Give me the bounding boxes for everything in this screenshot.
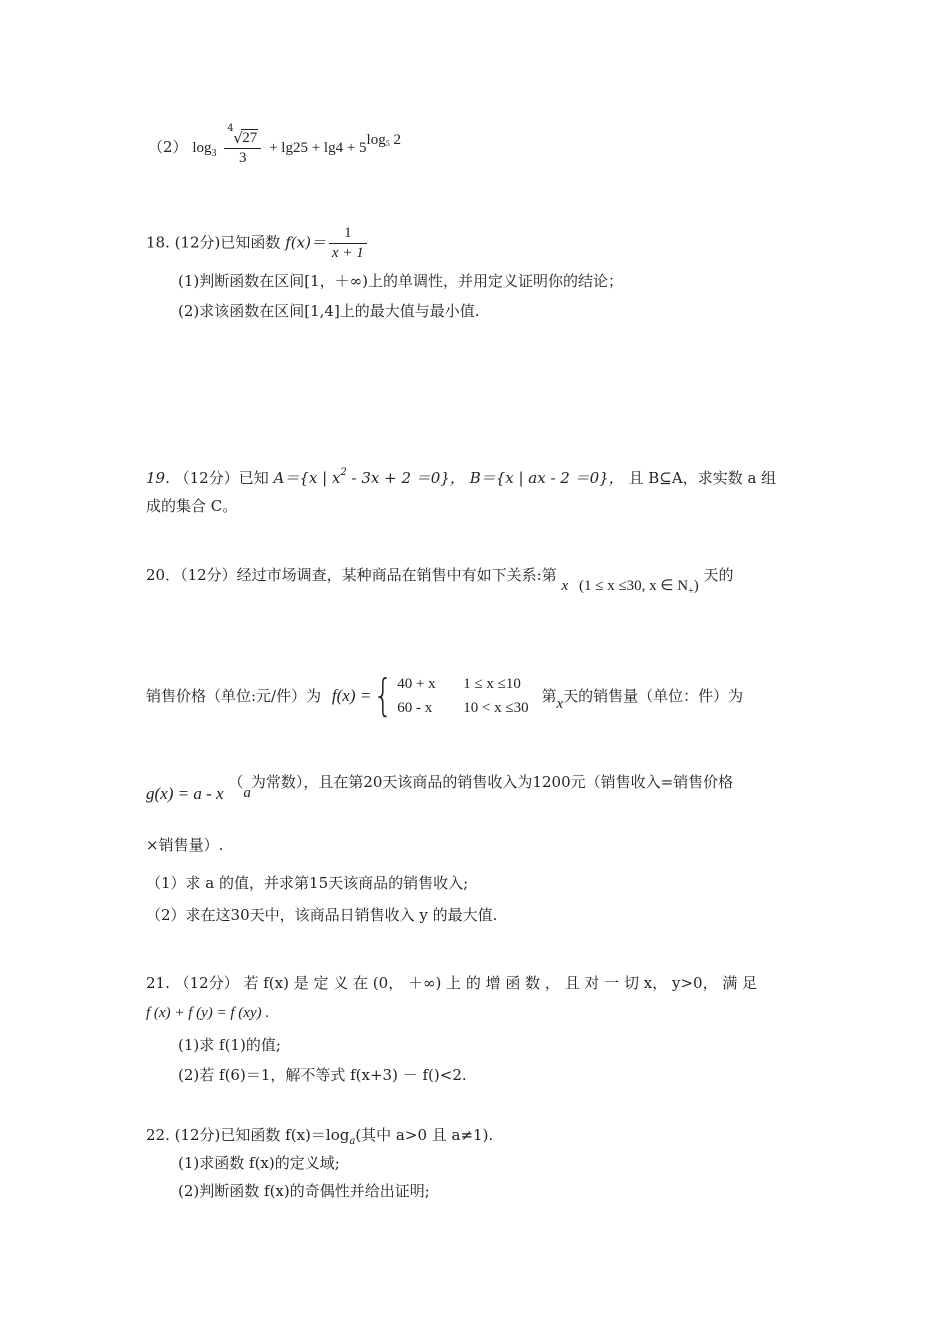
q18-fraction: $\frac{1}{x + 1}$: [329, 224, 367, 263]
item-2-expression: [148, 123, 401, 168]
q20-line-4: ×销售量）.: [146, 836, 224, 854]
exponent-log: log5 2: [366, 131, 401, 148]
q22-part-1: (1)求函数 f(x)的定义域;: [178, 1154, 340, 1172]
q20-sales-line: g(x) = a - x （a为常数），且在第20天该商品的销售收入为1200元（销售收入=销售价格: [146, 773, 734, 803]
q20-line-1: 20．（12分）经过市场调查，某种商品在销售中有如下关系:第 x (1 ≤ x ≤30, x ∈ $N_+$) 天的: [146, 566, 734, 597]
q20-part-2: （2）求在这30天中，该商品日销售收入 y 的最大值.: [146, 906, 498, 924]
q20-g-function: g(x) = a - x: [146, 784, 224, 803]
q19-line-2: 成的集合 C。: [146, 497, 238, 515]
item-2-label: （2）: [148, 137, 188, 156]
q18-part-2: (2)求该函数在区间[1,4]上的最大值与最小值.: [178, 302, 480, 320]
q21-line-2: f (x) + f (y) = f (xy) .: [146, 1005, 270, 1021]
q21-part-1: (1)求 f(1)的值;: [178, 1036, 281, 1054]
q20-piecewise-name: f(x) =: [331, 685, 372, 705]
q21-part-2: (2)若 f(6)＝1，解不等式 f(x+3) － f()<2.: [178, 1066, 467, 1084]
q22-line-1: 22. (12分)已知函数 $f(x)=\log_a$(其中 a>0 且 a≠1).: [146, 1126, 494, 1147]
q20-piecewise: 40 + x 1 ≤ x ≤10 60 - x 10 < x ≤30: [397, 676, 529, 716]
set-a: A＝{x | $x^2 - 3x + 2 =0$}，: [273, 467, 465, 487]
q20-domain: (1 ≤ x ≤30, x ∈ $N_+$): [578, 578, 699, 597]
q18-heading: 18. (12分)已知函数 f(x)＝ $\frac{1}{x + 1}$: [146, 224, 370, 263]
root-fraction: 4 √ 27 3: [224, 128, 261, 168]
piecewise-brace: {: [373, 670, 394, 721]
q20-part-1: （1）求 a 的值，并求第15天该商品的销售收入;: [146, 874, 469, 892]
q22-part-2: (2)判断函数 f(x)的奇偶性并给出证明;: [178, 1182, 430, 1200]
sum-terms: + lg25 + lg4 + 5: [269, 139, 367, 156]
log-term: $\log_3$: [192, 139, 217, 159]
q19-line-1: 19. （12分）已知 A＝{x | $x^2 - 3x + 2 =0$}， B＝{x | ax - 2 ＝0}， 且 B⊆A，求实数 a 组: [146, 467, 777, 487]
q21-line-1: 21. （12分） 若 f(x) 是 定 义 在 (0， ＋∞) 上 的 增 函 数 ， 且 对 一 切 x， y>0， 满 足: [146, 974, 758, 992]
q18-part-1: (1)判断函数在区间[1，＋∞)上的单调性，并用定义证明你的结论；: [178, 272, 623, 290]
q18-function: f(x)＝: [285, 233, 326, 252]
q20-price-line: 销售价格（单位:元/件）为 f(x) ={ 40 + x 1 ≤ x ≤10 60 - x 10 < x ≤30 第x天的销售量（单位：件）为: [146, 670, 744, 721]
set-b: B＝{x | ax - 2 ＝0}，: [469, 469, 624, 487]
